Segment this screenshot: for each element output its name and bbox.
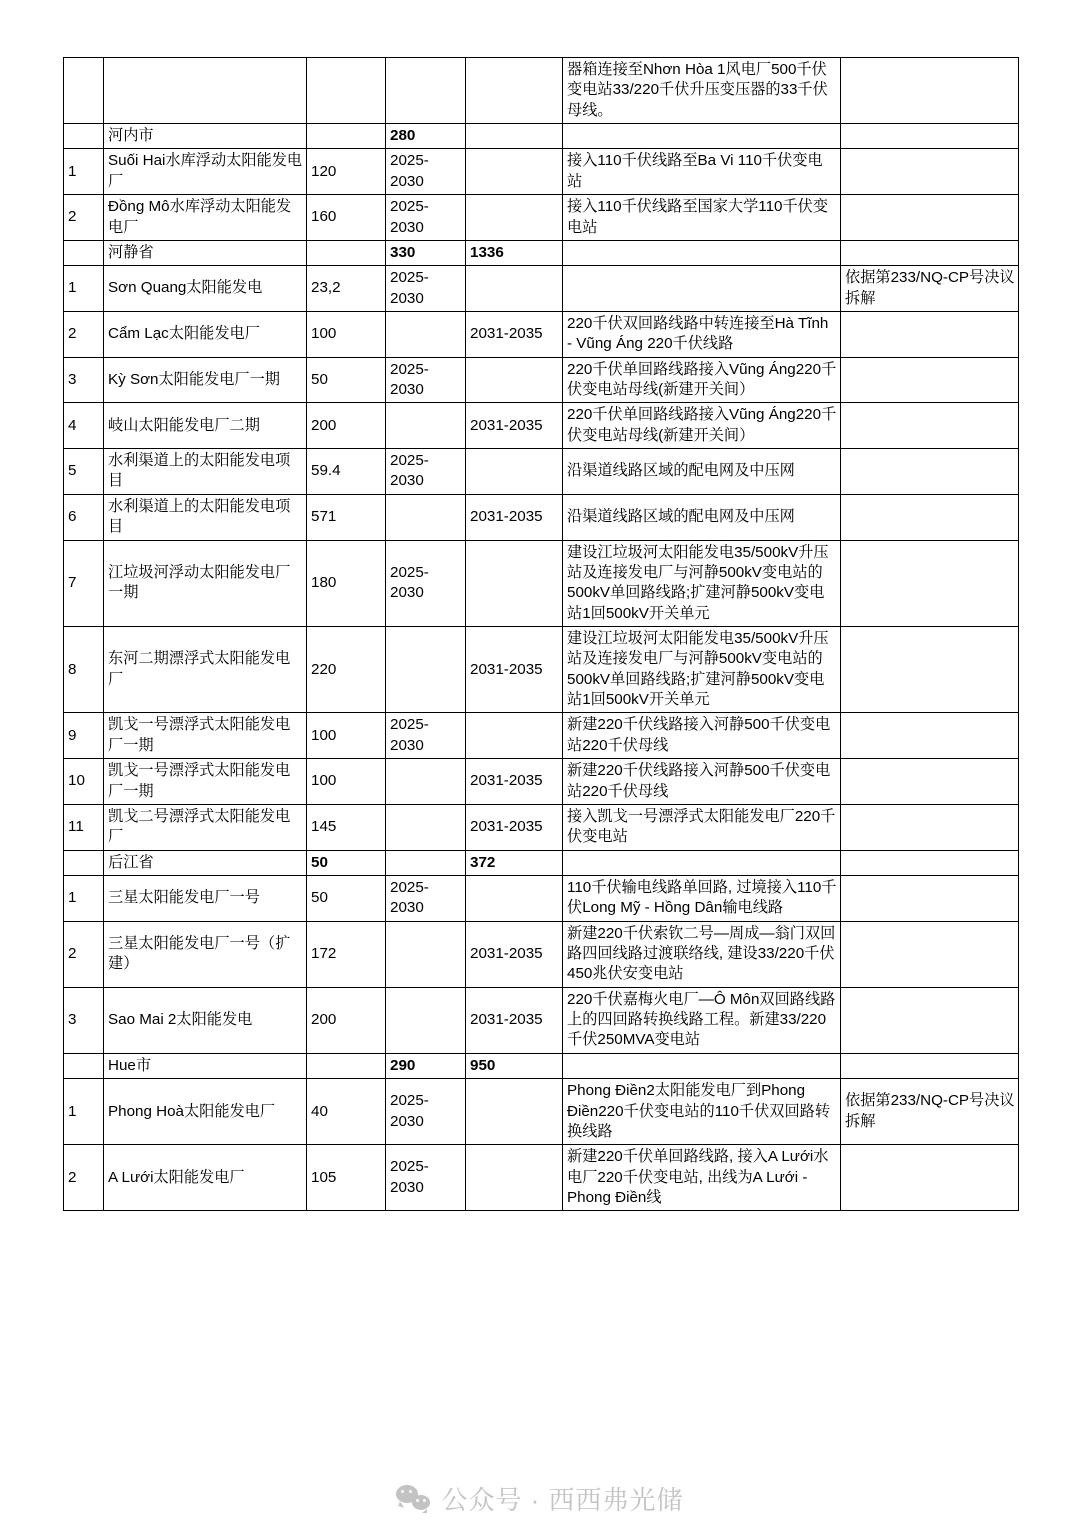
- cell-period-2031-2035: [466, 266, 563, 312]
- table-section-row: [64, 240, 1019, 265]
- cell-index: [64, 124, 104, 149]
- cell-period-2025-2030: 2025-2030: [386, 540, 466, 626]
- cell-capacity: 172: [307, 921, 386, 987]
- cell-period-2025-2030: 2025-2030: [386, 449, 466, 495]
- cell-period-2031-2035: [466, 195, 563, 241]
- cell-period-2031-2035: 2031-2035: [466, 804, 563, 850]
- cell-project-name: 水利渠道上的太阳能发电项目: [104, 494, 307, 540]
- cell-grid-connection: [563, 850, 841, 875]
- cell-note: [841, 850, 1019, 875]
- cell-grid-connection: 220千伏嘉梅火电厂—Ô Môn双回路线路上的四回路转换线路工程。新建33/220千伏250MVA变电站: [563, 987, 841, 1053]
- table-row: [64, 403, 1019, 449]
- table-row: [64, 987, 1019, 1053]
- cell-index: 10: [64, 759, 104, 805]
- cell-grid-connection: 接入110千伏线路至国家大学110千伏变电站: [563, 195, 841, 241]
- cell-project-name: 岐山太阳能发电厂二期: [104, 403, 307, 449]
- cell-note: [841, 804, 1019, 850]
- cell-grid-connection: 新建220千伏线路接入河静500千伏变电站220千伏母线: [563, 759, 841, 805]
- cell-period-2031-2035: [466, 1079, 563, 1145]
- cell-period-2025-2030: 2025-2030: [386, 713, 466, 759]
- cell-index: 2: [64, 1145, 104, 1211]
- solar-project-plan-table: [63, 57, 1019, 1211]
- cell-note: [841, 357, 1019, 403]
- cell-grid-connection: 新建220千伏单回路线路, 接入A Lưới水电厂220千伏变电站, 出线为A Lưới - Phong Điền线: [563, 1145, 841, 1211]
- cell-capacity: 50: [307, 357, 386, 403]
- cell-index: [64, 1053, 104, 1078]
- cell-note: [841, 149, 1019, 195]
- cell-grid-connection: 建设江垃圾河太阳能发电35/500kV升压站及连接发电厂与河静500kV变电站的500kV单回路线路;扩建河静500kV变电站1回500kV开关单元: [563, 626, 841, 712]
- cell-period-2025-2030: [386, 850, 466, 875]
- cell-grid-connection: [563, 1053, 841, 1078]
- cell-grid-connection: [563, 124, 841, 149]
- cell-note: [841, 1145, 1019, 1211]
- cell-index: 2: [64, 311, 104, 357]
- cell-note: [841, 124, 1019, 149]
- cell-note: [841, 58, 1019, 124]
- cell-grid-connection: 220千伏单回路线路接入Vũng Áng220千伏变电站母线(新建开关间）: [563, 403, 841, 449]
- cell-period-2031-2035: [466, 58, 563, 124]
- cell-grid-connection: 沿渠道线路区域的配电网及中压网: [563, 449, 841, 495]
- cell-capacity: 100: [307, 713, 386, 759]
- cell-index: 2: [64, 921, 104, 987]
- cell-capacity: 160: [307, 195, 386, 241]
- cell-index: 3: [64, 987, 104, 1053]
- table-row: [64, 875, 1019, 921]
- cell-project-name: 三星太阳能发电厂一号: [104, 875, 307, 921]
- cell-project-name: 水利渠道上的太阳能发电项目: [104, 449, 307, 495]
- cell-note: [841, 540, 1019, 626]
- cell-capacity: [307, 58, 386, 124]
- cell-index: 1: [64, 149, 104, 195]
- cell-note: 依据第233/NQ-CP号决议拆解: [841, 1079, 1019, 1145]
- cell-capacity: 120: [307, 149, 386, 195]
- cell-period-2025-2030: 280: [386, 124, 466, 149]
- watermark: [0, 1472, 1080, 1524]
- table-row: [64, 540, 1019, 626]
- cell-capacity: 50: [307, 875, 386, 921]
- cell-note: [841, 921, 1019, 987]
- cell-capacity: 200: [307, 987, 386, 1053]
- table-row: [64, 713, 1019, 759]
- cell-period-2031-2035: [466, 149, 563, 195]
- cell-grid-connection: [563, 240, 841, 265]
- cell-capacity: 220: [307, 626, 386, 712]
- cell-note: [841, 494, 1019, 540]
- cell-note: [841, 875, 1019, 921]
- table-row: [64, 311, 1019, 357]
- cell-period-2031-2035: [466, 357, 563, 403]
- cell-capacity: 571: [307, 494, 386, 540]
- cell-capacity: 180: [307, 540, 386, 626]
- cell-capacity: 100: [307, 311, 386, 357]
- cell-project-name: Sơn Quang太阳能发电: [104, 266, 307, 312]
- cell-grid-connection: 接入110千伏线路至Ba Vi 110千伏变电站: [563, 149, 841, 195]
- table-section-row: [64, 124, 1019, 149]
- cell-index: 4: [64, 403, 104, 449]
- cell-project-name: Kỳ Sơn太阳能发电厂一期: [104, 357, 307, 403]
- cell-period-2025-2030: 2025-2030: [386, 266, 466, 312]
- cell-period-2025-2030: [386, 921, 466, 987]
- cell-period-2025-2030: [386, 759, 466, 805]
- cell-period-2025-2030: 290: [386, 1053, 466, 1078]
- cell-index: 11: [64, 804, 104, 850]
- cell-project-name: 凯戈一号漂浮式太阳能发电厂一期: [104, 713, 307, 759]
- cell-note: [841, 626, 1019, 712]
- cell-capacity: 50: [307, 850, 386, 875]
- cell-project-name: 江垃圾河浮动太阳能发电厂一期: [104, 540, 307, 626]
- cell-period-2031-2035: 2031-2035: [466, 921, 563, 987]
- table-row: [64, 58, 1019, 124]
- cell-project-name: [104, 58, 307, 124]
- cell-project-name: 东河二期漂浮式太阳能发电厂: [104, 626, 307, 712]
- cell-period-2025-2030: [386, 403, 466, 449]
- cell-index: 2: [64, 195, 104, 241]
- cell-capacity: 105: [307, 1145, 386, 1211]
- table-row: [64, 1145, 1019, 1211]
- cell-note: [841, 713, 1019, 759]
- cell-grid-connection: 新建220千伏索钦二号—周成—翁门双回路四回线路过渡联络线, 建设33/220千伏450兆伏安变电站: [563, 921, 841, 987]
- cell-project-name: 河静省: [104, 240, 307, 265]
- cell-capacity: 59.4: [307, 449, 386, 495]
- cell-note: [841, 240, 1019, 265]
- cell-note: [841, 1053, 1019, 1078]
- cell-index: 1: [64, 1079, 104, 1145]
- cell-period-2025-2030: 2025-2030: [386, 1145, 466, 1211]
- cell-grid-connection: 220千伏单回路线路接入Vũng Áng220千伏变电站母线(新建开关间）: [563, 357, 841, 403]
- cell-period-2031-2035: [466, 1145, 563, 1211]
- wechat-icon: [396, 1485, 430, 1511]
- cell-index: 1: [64, 266, 104, 312]
- cell-index: 5: [64, 449, 104, 495]
- cell-index: 9: [64, 713, 104, 759]
- cell-period-2025-2030: [386, 804, 466, 850]
- cell-period-2025-2030: [386, 58, 466, 124]
- cell-project-name: Cẩm Lạc太阳能发电厂: [104, 311, 307, 357]
- cell-project-name: Phong Hoà太阳能发电厂: [104, 1079, 307, 1145]
- cell-index: 6: [64, 494, 104, 540]
- cell-project-name: 后江省: [104, 850, 307, 875]
- plan-table-container: [63, 57, 1018, 1211]
- table-body: [64, 58, 1019, 1211]
- cell-index: [64, 240, 104, 265]
- cell-grid-connection: 220千伏双回路线路中转连接至Hà Tĩnh - Vũng Áng 220千伏线路: [563, 311, 841, 357]
- cell-period-2031-2035: 2031-2035: [466, 403, 563, 449]
- cell-project-name: Hue市: [104, 1053, 307, 1078]
- cell-grid-connection: 新建220千伏线路接入河静500千伏变电站220千伏母线: [563, 713, 841, 759]
- table-row: [64, 804, 1019, 850]
- cell-capacity: [307, 124, 386, 149]
- cell-period-2031-2035: 2031-2035: [466, 626, 563, 712]
- cell-period-2025-2030: 2025-2030: [386, 195, 466, 241]
- cell-capacity: 200: [307, 403, 386, 449]
- table-section-row: [64, 850, 1019, 875]
- cell-capacity: 40: [307, 1079, 386, 1145]
- table-row: [64, 921, 1019, 987]
- cell-project-name: Sao Mai 2太阳能发电: [104, 987, 307, 1053]
- cell-grid-connection: Phong Điền2太阳能发电厂到Phong Điền220千伏变电站的110千伏双回路转换线路: [563, 1079, 841, 1145]
- cell-grid-connection: 接入凯戈一号漂浮式太阳能发电厂220千伏变电站: [563, 804, 841, 850]
- cell-period-2025-2030: 2025-2030: [386, 149, 466, 195]
- table-row: [64, 149, 1019, 195]
- table-row: [64, 626, 1019, 712]
- cell-grid-connection: 110千伏输电线路单回路, 过境接入110千伏Long Mỹ - Hồng Dân输电线路: [563, 875, 841, 921]
- cell-project-name: 凯戈一号漂浮式太阳能发电厂一期: [104, 759, 307, 805]
- watermark-text: 公众号 · 西西弗光储: [441, 1484, 684, 1515]
- cell-period-2031-2035: [466, 713, 563, 759]
- cell-period-2031-2035: 2031-2035: [466, 987, 563, 1053]
- cell-capacity: 145: [307, 804, 386, 850]
- cell-period-2031-2035: [466, 124, 563, 149]
- cell-period-2025-2030: 2025-2030: [386, 357, 466, 403]
- cell-period-2031-2035: 1336: [466, 240, 563, 265]
- cell-period-2031-2035: [466, 449, 563, 495]
- cell-capacity: [307, 1053, 386, 1078]
- table-row: [64, 195, 1019, 241]
- cell-index: 1: [64, 875, 104, 921]
- table-row: [64, 449, 1019, 495]
- cell-index: [64, 58, 104, 124]
- cell-period-2025-2030: [386, 987, 466, 1053]
- cell-index: 7: [64, 540, 104, 626]
- cell-period-2025-2030: [386, 626, 466, 712]
- cell-period-2031-2035: 2031-2035: [466, 759, 563, 805]
- cell-project-name: 三星太阳能发电厂一号（扩建）: [104, 921, 307, 987]
- cell-grid-connection: [563, 266, 841, 312]
- cell-period-2031-2035: [466, 875, 563, 921]
- cell-period-2025-2030: [386, 311, 466, 357]
- cell-index: [64, 850, 104, 875]
- cell-project-name: 凯戈二号漂浮式太阳能发电厂: [104, 804, 307, 850]
- table-row: [64, 1079, 1019, 1145]
- cell-period-2031-2035: 2031-2035: [466, 494, 563, 540]
- cell-capacity: [307, 240, 386, 265]
- cell-grid-connection: 沿渠道线路区域的配电网及中压网: [563, 494, 841, 540]
- cell-note: [841, 195, 1019, 241]
- cell-capacity: 23,2: [307, 266, 386, 312]
- table-row: [64, 759, 1019, 805]
- cell-project-name: 河内市: [104, 124, 307, 149]
- cell-period-2031-2035: 2031-2035: [466, 311, 563, 357]
- table-row: [64, 357, 1019, 403]
- cell-period-2025-2030: 2025-2030: [386, 875, 466, 921]
- cell-note: [841, 403, 1019, 449]
- cell-note: [841, 449, 1019, 495]
- cell-period-2025-2030: 2025-2030: [386, 1079, 466, 1145]
- cell-project-name: Đồng Mô水库浮动太阳能发电厂: [104, 195, 307, 241]
- cell-grid-connection: 器箱连接至Nhơn Hòa 1风电厂500千伏变电站33/220千伏升压变压器的33千伏母线。: [563, 58, 841, 124]
- cell-note: 依据第233/NQ-CP号决议拆解: [841, 266, 1019, 312]
- cell-project-name: A Lưới太阳能发电厂: [104, 1145, 307, 1211]
- cell-note: [841, 311, 1019, 357]
- cell-index: 8: [64, 626, 104, 712]
- table-row: [64, 266, 1019, 312]
- table-section-row: [64, 1053, 1019, 1078]
- cell-period-2031-2035: 950: [466, 1053, 563, 1078]
- cell-note: [841, 759, 1019, 805]
- cell-period-2031-2035: [466, 540, 563, 626]
- cell-note: [841, 987, 1019, 1053]
- cell-grid-connection: 建设江垃圾河太阳能发电35/500kV升压站及连接发电厂与河静500kV变电站的500kV单回路线路;扩建河静500kV变电站1回500kV开关单元: [563, 540, 841, 626]
- cell-period-2025-2030: 330: [386, 240, 466, 265]
- table-row: [64, 494, 1019, 540]
- cell-index: 3: [64, 357, 104, 403]
- cell-period-2025-2030: [386, 494, 466, 540]
- cell-capacity: 100: [307, 759, 386, 805]
- cell-project-name: Suối Hai水库浮动太阳能发电厂: [104, 149, 307, 195]
- cell-period-2031-2035: 372: [466, 850, 563, 875]
